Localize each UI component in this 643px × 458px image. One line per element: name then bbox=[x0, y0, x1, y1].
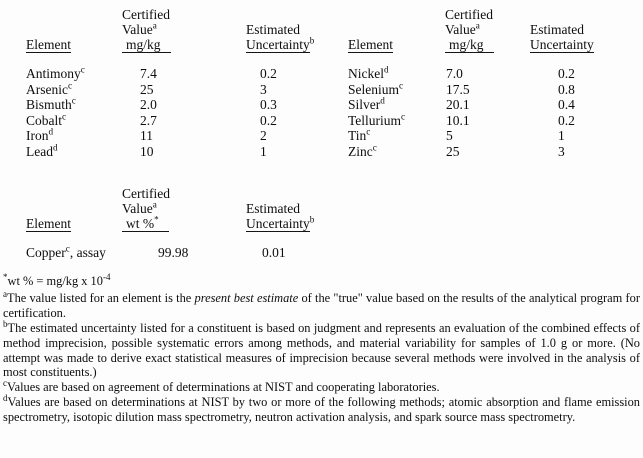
table-row bbox=[348, 128, 640, 144]
col-header-unit: wt %* bbox=[122, 217, 169, 232]
header-row bbox=[0, 201, 332, 216]
col-header-certified: Certified bbox=[445, 7, 493, 22]
element-name: Iron bbox=[26, 128, 49, 143]
element-name: Tellurium bbox=[348, 112, 402, 128]
element-name: Antimony bbox=[26, 66, 81, 81]
certified-value: 17.5 bbox=[446, 81, 470, 97]
col-header-certified: Certified bbox=[122, 186, 170, 201]
col-header-element: Element bbox=[26, 216, 71, 231]
col-header-value: Value bbox=[122, 201, 153, 216]
element-name: Copper bbox=[26, 245, 66, 260]
header-row bbox=[348, 37, 640, 53]
certified-value: 2.0 bbox=[140, 97, 157, 112]
uncertainty-value: 0.2 bbox=[260, 66, 277, 81]
footnote-c: $^c$Values are based on agreement of determinations at NIST and cooperating laboratories. bbox=[3, 378, 440, 395]
element-name: Zinc bbox=[348, 143, 373, 159]
element-name: Arsenic bbox=[26, 81, 68, 97]
table-row bbox=[0, 245, 332, 261]
table-row bbox=[348, 66, 640, 82]
header-row bbox=[348, 22, 640, 37]
footnote-ref-b: b bbox=[309, 214, 315, 225]
table-row bbox=[348, 97, 640, 113]
certified-value: 20.1 bbox=[446, 97, 470, 112]
header-row bbox=[0, 216, 332, 232]
table-row bbox=[0, 144, 332, 160]
certified-value: 25 bbox=[140, 81, 154, 97]
uncertainty-value: 0.2 bbox=[558, 112, 575, 128]
uncertainty-value: 0.4 bbox=[558, 97, 575, 112]
element-name: Cobalt bbox=[26, 112, 62, 128]
table-row bbox=[0, 82, 332, 98]
footnote-ref: c bbox=[62, 111, 67, 121]
footnote-marker: * bbox=[3, 271, 8, 282]
uncertainty-value: 3 bbox=[558, 143, 565, 159]
header-row bbox=[0, 22, 332, 37]
table-row bbox=[0, 66, 332, 82]
header-row bbox=[0, 7, 332, 22]
certified-value: 7.0 bbox=[446, 66, 463, 81]
certified-value: 7.4 bbox=[140, 66, 157, 81]
footnote-ref: d bbox=[380, 95, 385, 106]
certified-values-table-right bbox=[348, 7, 640, 159]
element-name-suffix: , assay bbox=[69, 245, 106, 260]
col-header-element: Element bbox=[348, 37, 393, 52]
uncertainty-value: 0.2 bbox=[558, 66, 575, 81]
table-row bbox=[348, 82, 640, 98]
element-name: Tin bbox=[348, 128, 367, 143]
col-header-estimated: Estimated bbox=[530, 22, 584, 37]
col-header-estimated: Estimated bbox=[246, 22, 300, 37]
uncertainty-value: 0.01 bbox=[262, 245, 286, 260]
footnote-ref: c bbox=[67, 80, 73, 90]
element-name: Bismuth bbox=[26, 97, 72, 112]
col-header-element: Element bbox=[26, 37, 71, 52]
uncertainty-value: 1 bbox=[558, 128, 565, 143]
certified-value: 25 bbox=[446, 143, 460, 159]
table-row bbox=[348, 144, 640, 160]
footnote-b: $^b$The estimated uncertainty listed for a constituent is based on judgment and represents an evaluation of the combined effects of method imprecision, possible systematic errors among methods, and material variability for samples of 1.0 g or more. (No attempt was made to derive exact statistical measures of imprecision because several methods were involved in the analysis of most constituents.) bbox=[3, 318, 640, 380]
certified-values-table-left bbox=[0, 7, 332, 159]
col-header-uncertainty: Uncertainty bbox=[530, 37, 594, 52]
certified-value: 99.98 bbox=[158, 245, 189, 260]
footnote-ref-b: b bbox=[309, 35, 315, 46]
uncertainty-value: 2 bbox=[260, 128, 267, 143]
footnote-ref: c bbox=[401, 111, 406, 121]
element-name: Silver bbox=[348, 97, 381, 112]
uncertainty-value: 0.3 bbox=[260, 97, 277, 112]
footnotes-section bbox=[3, 271, 640, 425]
header-row bbox=[0, 186, 332, 201]
col-header-uncertainty: Uncertainty bbox=[246, 37, 310, 52]
col-header-unit: mg/kg bbox=[445, 38, 494, 53]
footnote-marker: a bbox=[3, 288, 7, 299]
footnote-marker: c bbox=[3, 378, 7, 389]
certified-value: 10.1 bbox=[446, 112, 470, 128]
element-name: Lead bbox=[26, 143, 53, 159]
footnote-ref: c bbox=[399, 80, 404, 90]
footnote-ref-a: a bbox=[152, 199, 157, 210]
table-row bbox=[348, 113, 640, 129]
footnote-marker: d bbox=[3, 393, 8, 404]
uncertainty-value: 0.2 bbox=[260, 112, 277, 128]
copper-assay-table bbox=[0, 186, 332, 261]
footnote-ref-star: * bbox=[154, 214, 159, 225]
col-header-value: Value bbox=[445, 22, 476, 37]
col-header-certified: Certified bbox=[122, 7, 170, 22]
footnote-a: $^a$The value listed for an element is the present best estimate of the "true" value based on the results of the analytical program for certification. bbox=[3, 288, 640, 320]
header-row bbox=[0, 37, 332, 53]
uncertainty-value: 1 bbox=[260, 143, 267, 159]
footnote-d: $^d$Values are based on determinations at NIST by two or more of the following methods; atomic absorption and flame emission spectrometry, isotopic dilution mass spectrometry, neutron activation analysis, and spark source mass spectrometry. bbox=[3, 393, 640, 425]
table-row bbox=[0, 128, 332, 144]
certified-value: 11 bbox=[140, 128, 153, 143]
footnote-ref-a: a bbox=[152, 20, 157, 31]
footnote-ref: c bbox=[80, 64, 85, 75]
element-name: Selenium bbox=[348, 81, 399, 97]
footnote-ref-a: a bbox=[475, 20, 480, 31]
footnote-ref: c bbox=[71, 95, 76, 106]
col-header-uncertainty: Uncertainty bbox=[246, 216, 310, 231]
italic-phrase: present best estimate bbox=[194, 290, 299, 305]
col-header-estimated: Estimated bbox=[246, 201, 300, 216]
footnote-ref: c bbox=[65, 243, 70, 254]
footnote-ref: d bbox=[384, 64, 389, 75]
certified-value: 10 bbox=[140, 143, 154, 159]
certified-value: 5 bbox=[446, 128, 453, 143]
footnote-star: *wt % = mg/kg x $10^{-4}$ bbox=[3, 271, 111, 288]
certified-value: 2.7 bbox=[140, 112, 157, 128]
footnote-ref: d bbox=[52, 142, 58, 152]
exponent: -4 bbox=[102, 271, 111, 282]
element-name: Nickel bbox=[348, 66, 384, 81]
table-row bbox=[0, 97, 332, 113]
col-header-value: Value bbox=[122, 22, 153, 37]
footnote-ref: c bbox=[366, 126, 371, 137]
uncertainty-value: 3 bbox=[260, 81, 267, 97]
footnote-ref: c bbox=[372, 142, 377, 152]
col-header-unit: mg/kg bbox=[122, 38, 171, 53]
header-row bbox=[348, 7, 640, 22]
uncertainty-value: 0.8 bbox=[558, 81, 575, 97]
footnote-marker: b bbox=[3, 318, 8, 329]
footnote-ref: d bbox=[48, 126, 54, 137]
